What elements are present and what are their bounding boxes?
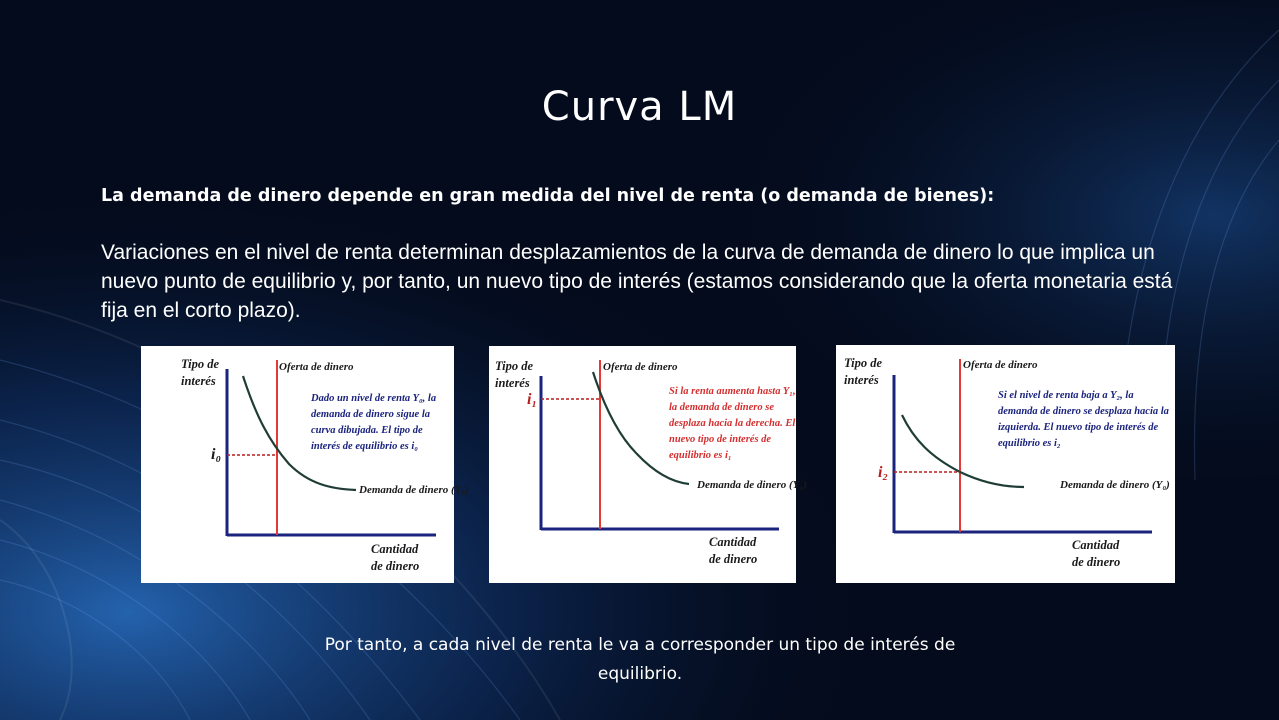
supply-label: Oferta de dinero bbox=[603, 361, 678, 373]
x-axis-label-line-2: de dinero bbox=[1072, 555, 1121, 569]
y-axis-label-line-2: interés bbox=[495, 376, 530, 390]
y-axis-label-line-1: Tipo de bbox=[495, 359, 534, 373]
x-axis-label-line-2: de dinero bbox=[371, 559, 420, 573]
money-market-diagram-2 bbox=[489, 346, 807, 583]
equilibrium-rate-label: i₂ bbox=[878, 464, 889, 481]
x-axis-label-line-1: Cantidad bbox=[709, 535, 757, 549]
slide-body-text: Variaciones en el nivel de renta determinan desplazamientos de la curva de demanda de dinero lo que implica un nuevo punto de equilibrio y, por tanto, un nuevo tipo de interés (estamos considerando que la oferta monetaria está fija en el corto plazo). bbox=[101, 241, 1173, 322]
slide-subtitle: La demanda de dinero depende en gran medida del nivel de renta (o demanda de bienes): bbox=[101, 186, 995, 206]
x-axis-label bbox=[1072, 537, 1120, 571]
y-axis-label bbox=[495, 358, 533, 392]
y-axis-label-line-1: Tipo de bbox=[181, 357, 220, 371]
demand-label: Demanda de dinero (Y₀) bbox=[359, 484, 469, 496]
demand-label: Demanda de dinero (Y₁) bbox=[697, 479, 807, 491]
diagram-note: Si el nivel de renta baja a Y₂, la demanda de dinero se desplaza hacia la izquierda. El nuevo tipo de interés de equilibrio es i₂ bbox=[998, 390, 1169, 449]
x-axis-label-line-2: de dinero bbox=[709, 552, 758, 566]
money-market-diagram-1 bbox=[141, 346, 469, 583]
demand-label: Demanda de dinero (Y₀) bbox=[1060, 479, 1170, 491]
diagram-note: Dado un nivel de renta Y₀, la demanda de dinero sigue la curva dibujada. El tipo de interés de equilibrio es i₀ bbox=[311, 393, 437, 452]
x-axis-label-line-1: Cantidad bbox=[371, 542, 419, 556]
y-axis-label-line-2: interés bbox=[844, 373, 879, 387]
equilibrium-rate-label: i₁ bbox=[527, 391, 538, 408]
y-axis-label bbox=[844, 355, 882, 389]
supply-label: Oferta de dinero bbox=[279, 361, 354, 373]
diagram-note: Si la renta aumenta hasta Y₁, la demanda de dinero se desplaza hacia la derecha. El nuevo tipo de interés de equilibrio es i₁ bbox=[669, 386, 796, 461]
x-axis-label bbox=[709, 534, 757, 568]
equilibrium-rate-label: i₀ bbox=[211, 446, 222, 463]
y-axis-label bbox=[181, 356, 219, 390]
y-axis-label-line-2: interés bbox=[181, 374, 216, 388]
x-axis-label bbox=[371, 541, 419, 575]
slide-conclusion: Por tanto, a cada nivel de renta le va a corresponder un tipo de interés de equilibrio. bbox=[324, 635, 956, 684]
x-axis-label-line-1: Cantidad bbox=[1072, 538, 1120, 552]
supply-label: Oferta de dinero bbox=[963, 359, 1038, 371]
y-axis-label-line-1: Tipo de bbox=[844, 356, 883, 370]
slide-title: Curva LM bbox=[541, 84, 738, 130]
money-market-diagram-3 bbox=[836, 345, 1175, 583]
